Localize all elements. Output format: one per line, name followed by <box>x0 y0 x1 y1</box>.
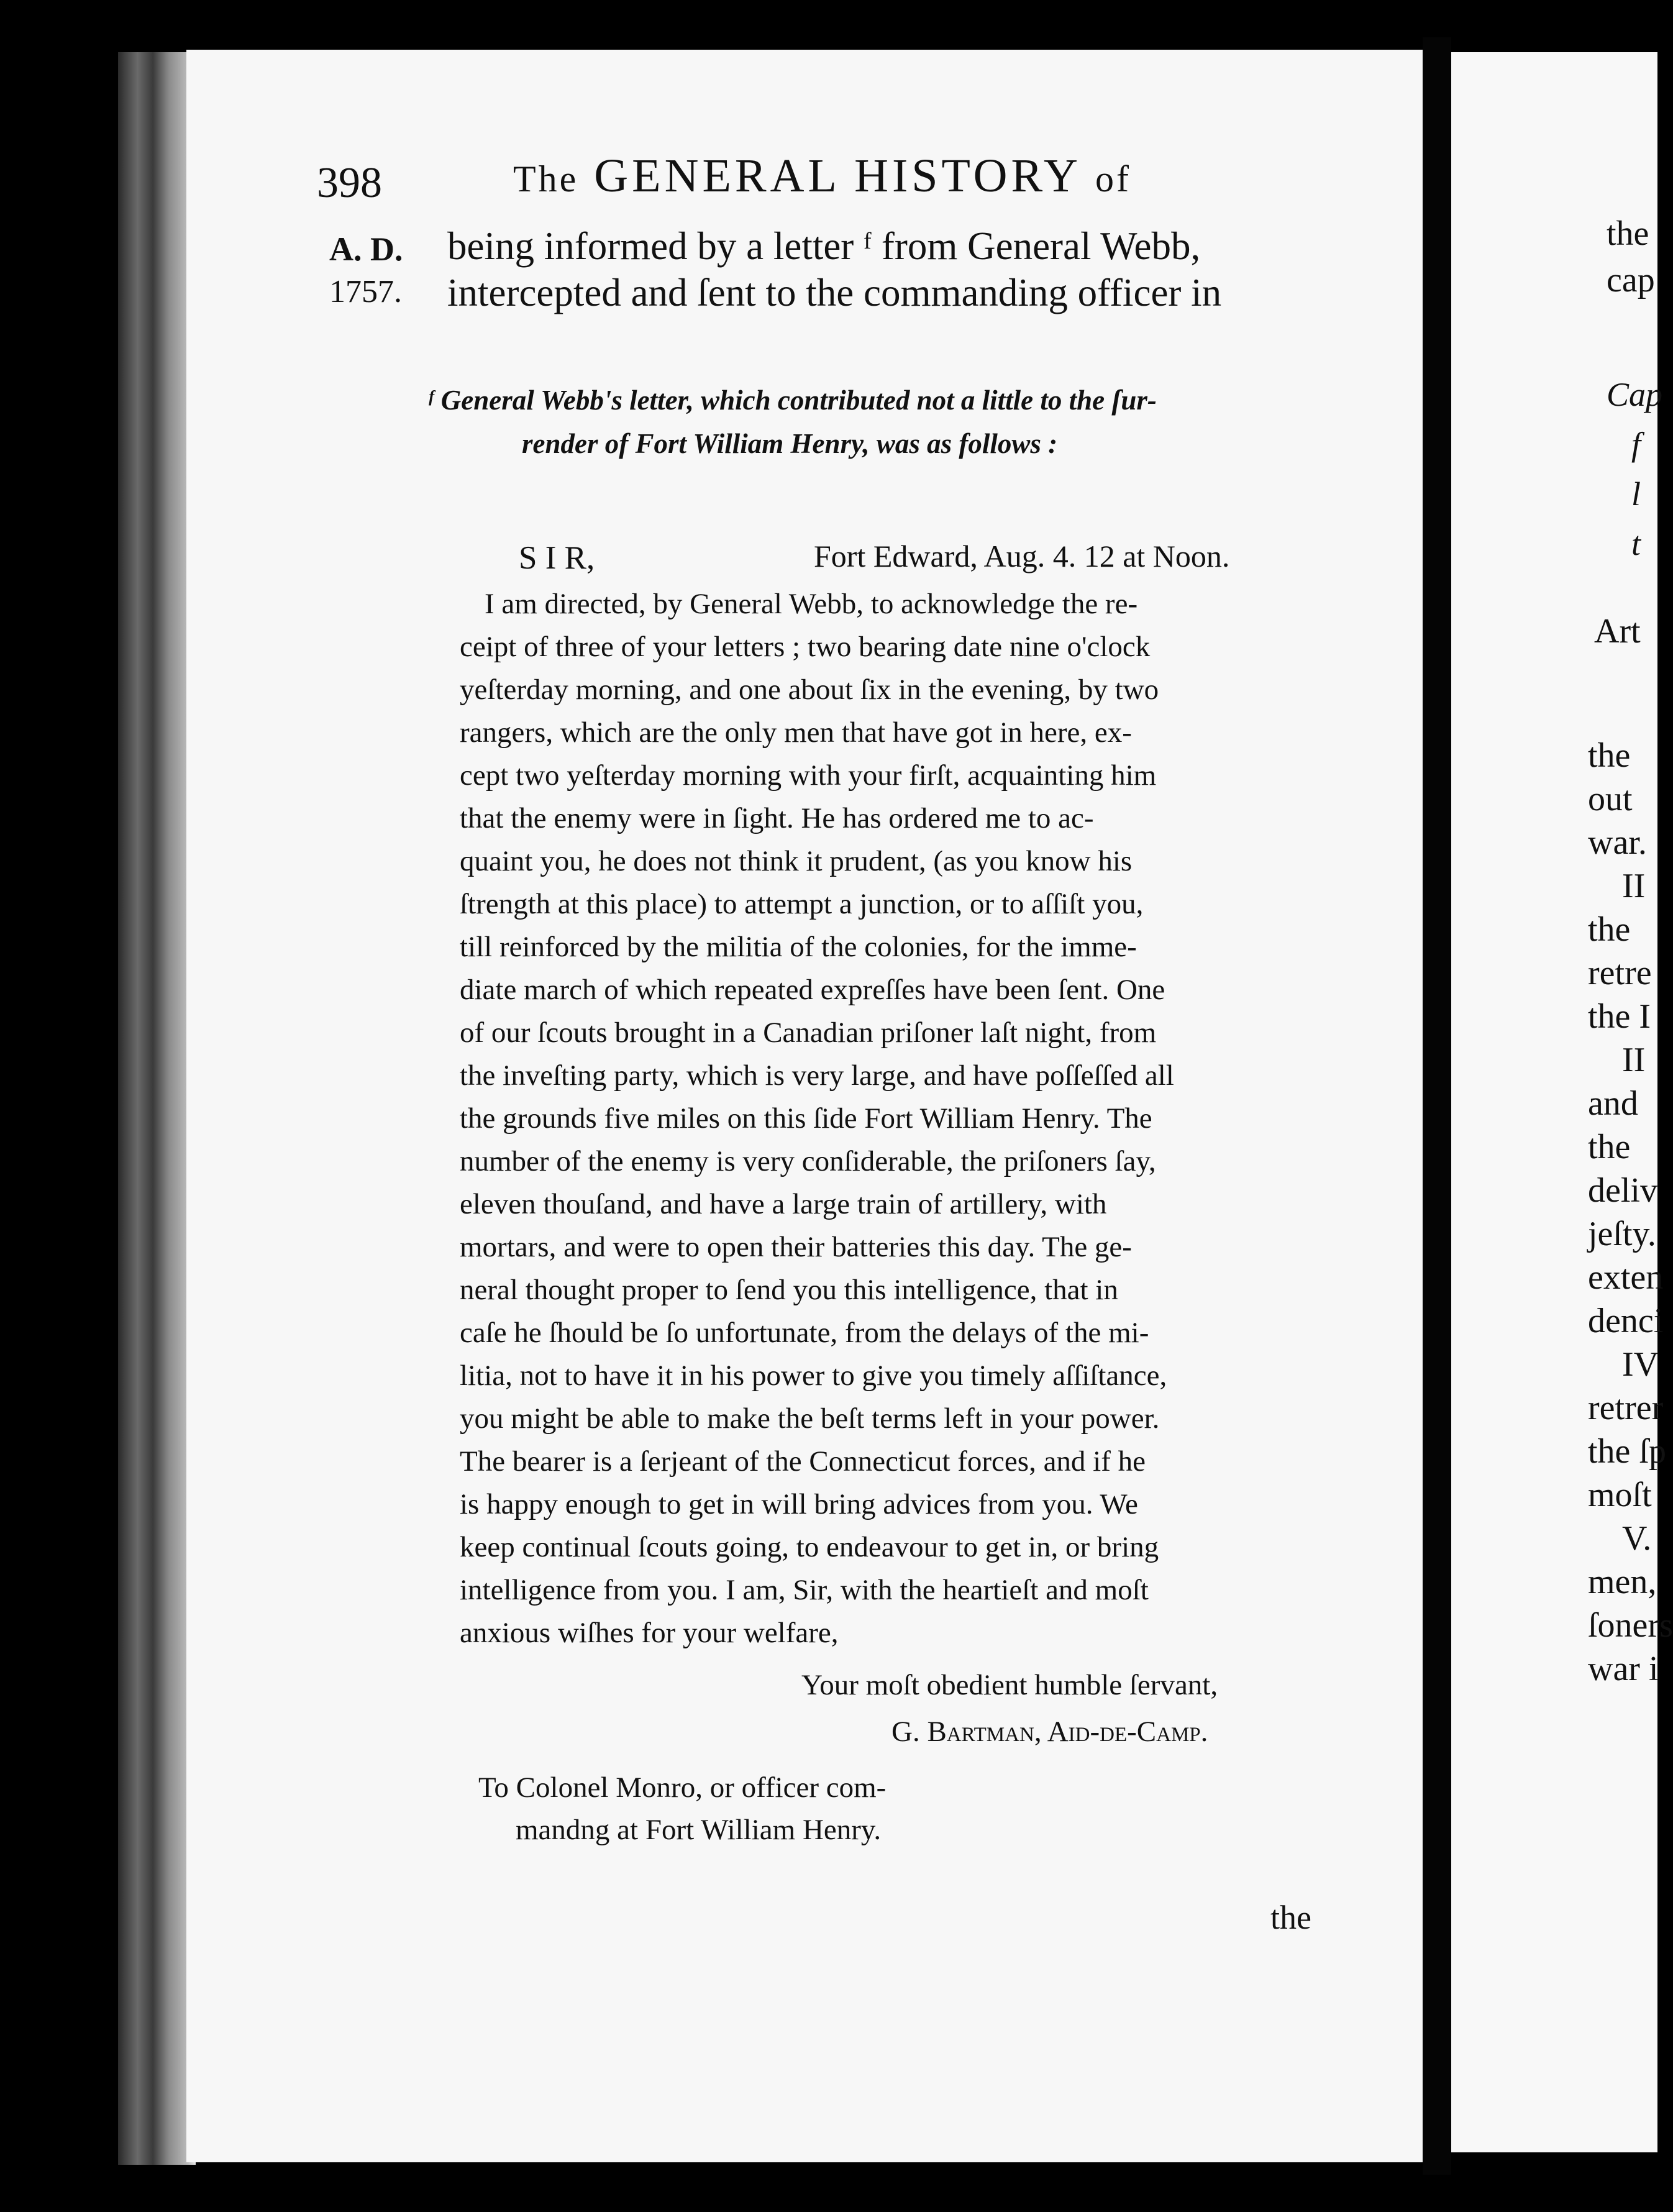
letter-line: litia, not to have it in his power to give you timely aſſiſtance, <box>460 1360 1167 1392</box>
letter-line: caſe he ſhould be ſo unfortunate, from the delays of the mi- <box>460 1317 1149 1349</box>
body-line: being informed by a letter ᶠ from General Webb, <box>447 224 1201 268</box>
footnote-intro: ᶠ General Webb's letter, which contributed not a little to the ſur- <box>429 385 1157 416</box>
margin-note-year: 1757. <box>329 274 402 309</box>
letter-salutation: S I R, <box>519 540 595 576</box>
facing-fragment: Cap <box>1607 376 1663 413</box>
letter-line: the grounds five miles on this ſide Fort William Henry. The <box>460 1102 1152 1135</box>
facing-fragment: Art <box>1594 612 1641 651</box>
letter-address: To Colonel Monro, or officer com- <box>478 1771 887 1804</box>
margin-note-ad: A. D. <box>329 231 403 268</box>
running-head-suffix: of <box>1095 158 1132 199</box>
letter-line: that the enemy were in ſight. He has ordered me to ac- <box>460 802 1094 834</box>
page-gutter <box>1423 37 1451 2175</box>
letter-line: you might be able to make the beſt terms left in your power. <box>460 1402 1160 1435</box>
facing-fragment: V. <box>1622 1519 1652 1558</box>
letter-line: anxious wiſhes for your welfare, <box>460 1617 839 1649</box>
facing-fragment: war i <box>1588 1650 1659 1688</box>
letter-line: number of the enemy is very conſiderable, the priſoners ſay, <box>460 1145 1156 1177</box>
facing-fragment: retre <box>1588 954 1652 992</box>
letter-line: ſtrength at this place) to attempt a junction, or to aſſiſt you, <box>460 888 1144 920</box>
facing-fragment: ſoners <box>1588 1606 1673 1645</box>
facing-fragment: the I <box>1588 997 1651 1036</box>
facing-fragment: men, <box>1588 1563 1657 1601</box>
letter-line: diate march of which repeated expreſſes have been ſent. One <box>460 974 1165 1006</box>
facing-fragment: jeſty. <box>1588 1215 1656 1253</box>
body-line: intercepted and ſent to the commanding officer in <box>447 271 1222 314</box>
letter-line: quaint you, he does not think it prudent, (as you know his <box>460 845 1133 877</box>
letter-line: neral thought proper to ſend you this intelligence, that in <box>460 1274 1118 1306</box>
facing-fragment: the <box>1607 214 1649 253</box>
catchword: the <box>1270 1899 1311 1936</box>
letter-line: keep continual ſcouts going, to endeavour to get in, or bring <box>460 1531 1159 1563</box>
letter-line: The bearer is a ſerjeant of the Connecticut forces, and if he <box>460 1445 1146 1478</box>
facing-fragment: II <box>1622 1041 1646 1079</box>
letter-dateline: Fort Edward, Aug. 4. 12 at Noon. <box>814 539 1230 574</box>
facing-fragment: deliv <box>1588 1171 1657 1210</box>
facing-fragment: the <box>1588 910 1631 949</box>
letter-line: ceipt of three of your letters ; two bearing date nine o'clock <box>460 631 1151 663</box>
running-head-title: GENERAL HISTORY <box>594 150 1080 202</box>
facing-fragment: the <box>1588 736 1631 775</box>
letter-line: eleven thouſand, and have a large train of artillery, with <box>460 1188 1107 1220</box>
facing-fragment: war. <box>1588 823 1647 862</box>
letter-line: yeſterday morning, and one about ſix in the evening, by two <box>460 674 1159 706</box>
facing-fragment: and <box>1588 1084 1638 1123</box>
letter-signature: G. Bartman, Aid-de-Camp. <box>891 1716 1208 1748</box>
letter-line: till reinforced by the militia of the colonies, for the imme- <box>460 931 1137 963</box>
letter-closing: Your moſt obedient humble ſervant, <box>801 1669 1218 1701</box>
facing-fragment: the ſp <box>1588 1432 1666 1471</box>
letter-address: mandng at Fort William Henry. <box>516 1814 882 1846</box>
facing-fragment: cap <box>1607 261 1655 299</box>
letter-line: the inveſting party, which is very large, and have poſſeſſed all <box>460 1059 1174 1092</box>
facing-fragment: out <box>1588 780 1633 818</box>
facing-fragment: exten <box>1588 1258 1664 1297</box>
facing-fragment: retrer <box>1588 1389 1664 1427</box>
letter-line: mortars, and were to open their batteries this day. The ge- <box>460 1231 1132 1263</box>
footnote-intro: render of Fort William Henry, was as follows : <box>522 428 1058 459</box>
letter-line: of our ſcouts brought in a Canadian priſoner laſt night, from <box>460 1017 1157 1049</box>
right-page-partial <box>1451 52 1673 2152</box>
facing-fragment: II <box>1622 867 1646 905</box>
running-head <box>513 149 1131 203</box>
letter-line: I am directed, by General Webb, to acknowledge the re- <box>485 588 1138 620</box>
letter-line: is happy enough to get in will bring advices from you. We <box>460 1488 1138 1520</box>
book-binding-shadow <box>118 52 196 2165</box>
letter-line: rangers, which are the only men that have got in here, ex- <box>460 716 1132 749</box>
letter-line: cept two yeſterday morning with your firſt, acquainting him <box>460 759 1157 792</box>
facing-fragment: t <box>1631 525 1641 562</box>
facing-fragment: moſt <box>1588 1476 1652 1514</box>
running-head-prefix: The <box>513 158 579 199</box>
facing-fragment: l <box>1631 475 1641 513</box>
page-number: 398 <box>317 159 382 207</box>
letter-line: intelligence from you. I am, Sir, with the heartieſt and moſt <box>460 1574 1149 1606</box>
facing-fragment: denci <box>1588 1302 1664 1340</box>
facing-fragment: IV <box>1622 1345 1659 1384</box>
facing-fragment: the <box>1588 1128 1631 1166</box>
facing-fragment: f <box>1631 426 1641 463</box>
